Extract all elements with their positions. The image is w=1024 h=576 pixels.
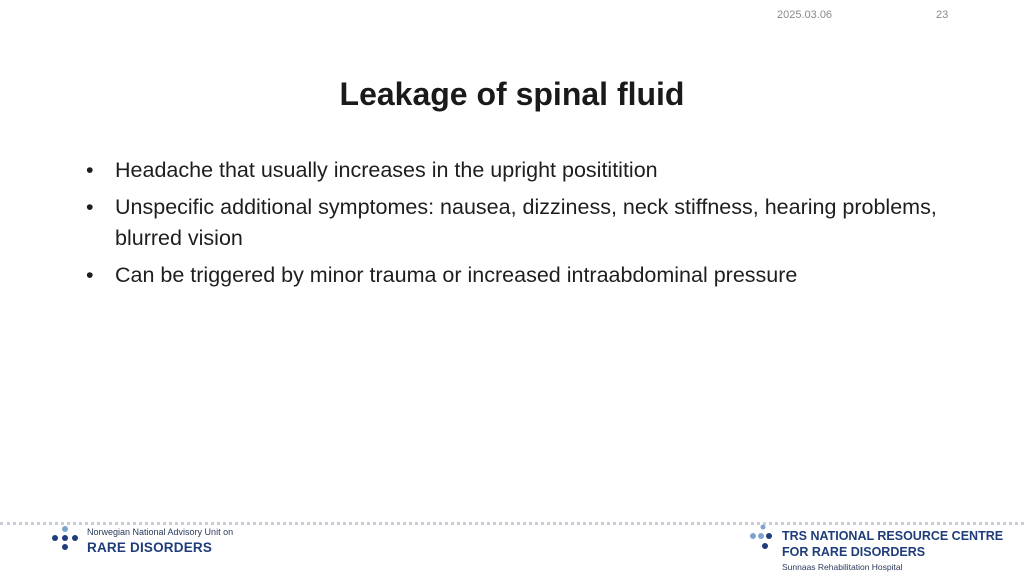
logo-line-2: FOR RARE DISORDERS (782, 545, 926, 559)
slide-page-number: 23 (936, 9, 949, 21)
slide-title: Leakage of spinal fluid (339, 76, 685, 112)
logo-line-1: TRS NATIONAL RESOURCE CENTRE (782, 529, 1004, 543)
dot-cross-logo-icon (50, 525, 80, 555)
bullet-item (86, 155, 946, 186)
bullet-list (86, 155, 946, 297)
trs-logo (748, 524, 1004, 574)
slide-date: 2025.03.06 (777, 9, 833, 21)
bullet-text: Can be triggered by minor trauma or increased intraabdominal pressure (115, 263, 798, 287)
dot-cluster-logo-icon (748, 524, 778, 554)
bullet-marker: • (86, 195, 94, 219)
bullet-text: Unspecific additional symptomes: nausea, dizziness, neck stiffness, hearing problems, blurred vision (115, 195, 937, 250)
bullet-text: Headache that usually increases in the upright posititition (115, 158, 658, 182)
rare-disorders-logo (50, 525, 270, 565)
bullet-marker: • (86, 158, 94, 182)
logo-subtitle: Norwegian National Advisory Unit on (87, 527, 234, 537)
bullet-item (86, 192, 946, 254)
bullet-item (86, 260, 946, 291)
logo-name: RARE DISORDERS (87, 540, 213, 555)
bullet-marker: • (86, 263, 94, 287)
logo-line-3: Sunnaas Rehabilitation Hospital (782, 562, 903, 572)
